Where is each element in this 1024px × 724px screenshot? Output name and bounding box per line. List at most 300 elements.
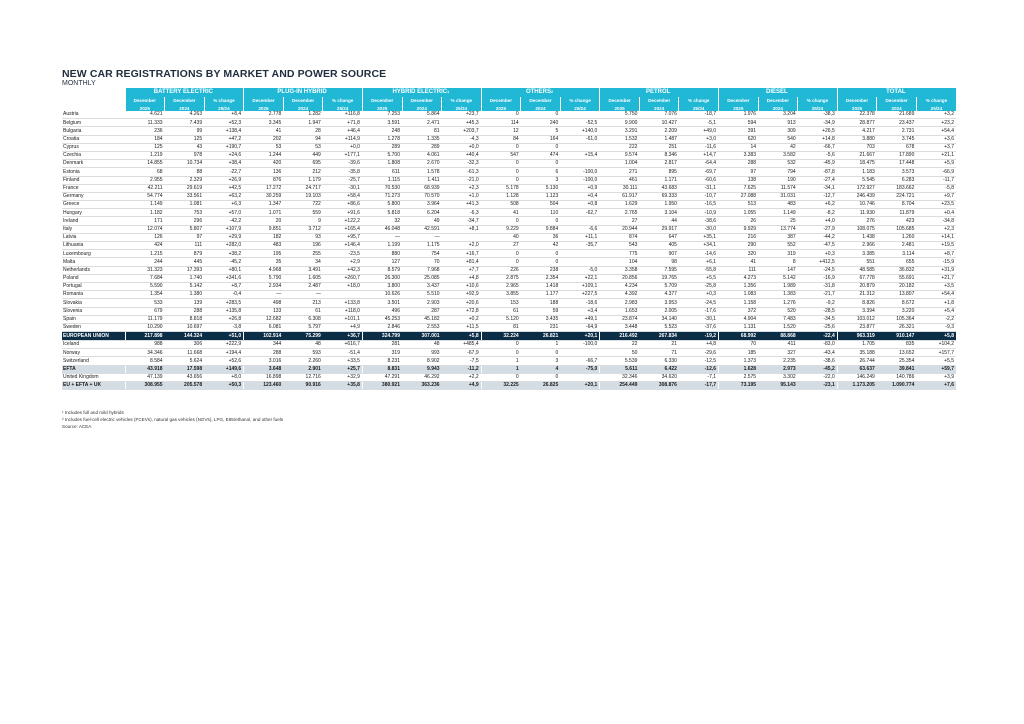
value-cell: 2.817 <box>639 160 679 168</box>
value-cell: 288 <box>165 307 205 315</box>
value-cell: +0,0 <box>323 143 363 151</box>
table-row <box>62 135 956 143</box>
value-cell: 17.890 <box>877 151 917 159</box>
value-cell: +38,4 <box>204 160 244 168</box>
value-cell: 296 <box>165 217 205 225</box>
value-cell: -11,6 <box>679 143 719 151</box>
value-cell: 6.283 <box>877 176 917 184</box>
column-header: December <box>244 97 284 105</box>
group-header <box>481 88 600 97</box>
value-cell: +8,0 <box>204 373 244 381</box>
table-row <box>62 266 956 274</box>
country-name: Slovakia <box>62 299 125 307</box>
value-cell: 1.199 <box>362 242 402 250</box>
value-cell: 111 <box>165 242 205 250</box>
value-cell: 281 <box>362 341 402 349</box>
value-cell: -24,5 <box>679 299 719 307</box>
value-cell: 1.705 <box>837 341 877 349</box>
value-cell: -52,5 <box>560 119 600 127</box>
value-cell: 5.709 <box>639 282 679 290</box>
value-cell: +92,9 <box>442 291 482 299</box>
table-row <box>62 217 956 225</box>
column-header: December <box>402 97 442 105</box>
value-cell: +138,4 <box>204 127 244 135</box>
value-cell: +86,6 <box>323 201 363 209</box>
value-cell: -18,7 <box>679 111 719 119</box>
value-cell: 3.953 <box>639 299 679 307</box>
value-cell: 308.876 <box>639 382 679 390</box>
value-cell: 17.272 <box>244 184 284 192</box>
value-cell: 1.532 <box>600 135 640 143</box>
value-cell: 202 <box>244 135 284 143</box>
value-cell: 910.147 <box>877 332 917 341</box>
value-cell: 231 <box>521 323 561 331</box>
value-cell: +227,5 <box>560 291 600 299</box>
value-cell: -14,6 <box>679 250 719 258</box>
value-cell: 42 <box>758 143 798 151</box>
value-cell: +3,4 <box>560 307 600 315</box>
value-cell: 1.171 <box>639 176 679 184</box>
value-cell: -30,0 <box>679 225 719 233</box>
value-cell: 3.648 <box>244 365 284 373</box>
value-cell: 551 <box>837 258 877 266</box>
value-cell: 1.158 <box>719 299 759 307</box>
value-cell: 2.846 <box>362 323 402 331</box>
value-cell: 7.625 <box>719 184 759 192</box>
value-cell: 1.276 <box>758 299 798 307</box>
value-cell: -11,7 <box>916 176 956 184</box>
value-cell: +57,0 <box>204 209 244 217</box>
value-cell: 48 <box>283 341 323 349</box>
value-cell: 1.520 <box>758 323 798 331</box>
value-cell: 520 <box>758 307 798 315</box>
value-cell: 1.173.205 <box>837 382 877 390</box>
value-cell: -34,1 <box>798 184 838 192</box>
value-cell: 41 <box>244 127 284 135</box>
value-cell: 3.104 <box>639 209 679 217</box>
value-cell: +38,2 <box>204 250 244 258</box>
value-cell: +5,8 <box>916 332 956 341</box>
value-cell: +52,3 <box>204 119 244 127</box>
value-cell: 3 <box>521 357 561 365</box>
value-cell: 363.236 <box>402 382 442 390</box>
value-cell: +5,9 <box>916 160 956 168</box>
value-cell: 45.253 <box>362 315 402 323</box>
value-cell: 4.968 <box>244 266 284 274</box>
value-cell: 11.930 <box>837 209 877 217</box>
value-cell: +412,5 <box>798 258 838 266</box>
country-name: EFTA <box>62 365 125 373</box>
value-cell: 1.219 <box>125 151 165 159</box>
column-header: December <box>837 97 877 105</box>
value-cell: +2,0 <box>442 242 482 250</box>
value-cell: 98 <box>639 258 679 266</box>
value-cell: 12.682 <box>244 315 284 323</box>
value-cell: 4.392 <box>600 291 640 299</box>
value-cell: +19,5 <box>916 242 956 250</box>
value-cell: 1.628 <box>719 365 759 373</box>
value-cell: 95.143 <box>758 382 798 390</box>
value-cell: 68.939 <box>402 184 442 192</box>
value-cell: 70 <box>402 258 442 266</box>
column-header: December <box>719 97 759 105</box>
footnote-2: ² Includes fuel-cell electric vehicles (FCEVs), natural gas vehicles (NGVs), LPG, E85/ethanol, and other fuels <box>62 417 284 423</box>
value-cell: +0,4 <box>916 209 956 217</box>
value-cell: 3.204 <box>758 111 798 119</box>
value-cell: 27.088 <box>719 192 759 200</box>
value-cell: -100,0 <box>560 168 600 176</box>
value-cell: 7.483 <box>758 315 798 323</box>
value-cell: 7.439 <box>165 119 205 127</box>
value-cell: 1.123 <box>521 192 561 200</box>
value-cell <box>560 217 600 225</box>
value-cell: +95,7 <box>323 233 363 241</box>
value-cell: +157,7 <box>916 349 956 357</box>
column-header: December <box>283 97 323 105</box>
value-cell: 0 <box>521 349 561 357</box>
value-cell: -23,5 <box>323 250 363 258</box>
value-cell: 0 <box>481 217 521 225</box>
country-name: United Kingdom <box>62 373 125 381</box>
value-cell: 184 <box>125 135 165 143</box>
value-cell: 483 <box>758 201 798 209</box>
value-cell: +35,1 <box>679 233 719 241</box>
value-cell: 5.807 <box>165 225 205 233</box>
year-header: 2025 <box>600 105 640 111</box>
value-cell: +45,3 <box>442 119 482 127</box>
group-label: HYBRID ELECTRIC <box>392 89 448 96</box>
value-cell: 13.652 <box>877 349 917 357</box>
value-cell: 19.103 <box>283 192 323 200</box>
value-cell: 68 <box>125 168 165 176</box>
value-cell: — <box>402 233 442 241</box>
value-cell: +5,4 <box>916 307 956 315</box>
value-cell: 63.637 <box>837 365 877 373</box>
value-cell: 0 <box>521 373 561 381</box>
value-cell: 23.874 <box>600 315 640 323</box>
value-cell: 445 <box>165 258 205 266</box>
value-cell: 344 <box>244 341 284 349</box>
value-cell: 1.808 <box>362 160 402 168</box>
value-cell: 49 <box>402 217 442 225</box>
group-label: PETROL <box>646 89 671 96</box>
value-cell: -51,4 <box>323 349 363 357</box>
value-cell: +14,1 <box>916 233 956 241</box>
table-row <box>62 168 956 176</box>
value-cell: 11.574 <box>758 184 798 192</box>
value-cell: 895 <box>639 168 679 176</box>
value-cell: 391 <box>719 127 759 135</box>
value-cell: 879 <box>165 250 205 258</box>
value-cell: 2.765 <box>600 209 640 217</box>
value-cell: 1.605 <box>283 274 323 282</box>
value-cell: +616,7 <box>323 341 363 349</box>
value-cell: 2.955 <box>125 176 165 184</box>
value-cell: -2,2 <box>916 315 956 323</box>
year-header: 2025 <box>481 105 521 111</box>
value-cell: +1,8 <box>916 299 956 307</box>
group-header <box>600 88 719 97</box>
value-cell: 133 <box>244 307 284 315</box>
value-cell: 185 <box>719 349 759 357</box>
value-cell: 71 <box>639 349 679 357</box>
value-cell: 1 <box>481 365 521 373</box>
value-cell: 110 <box>521 209 561 217</box>
value-cell: 30.259 <box>244 192 284 200</box>
country-name: France <box>62 184 125 192</box>
value-cell: 1.950 <box>639 201 679 209</box>
value-cell: 289 <box>402 143 442 151</box>
value-cell: 34.620 <box>639 373 679 381</box>
value-cell: 794 <box>758 168 798 176</box>
value-cell: 1.215 <box>125 250 165 258</box>
year-header: 2025 <box>125 105 165 111</box>
efta-total-row <box>62 365 956 373</box>
value-cell: -12,7 <box>798 192 838 200</box>
value-cell: 267.834 <box>639 332 679 341</box>
value-cell: +9,7 <box>916 192 956 200</box>
value-cell <box>560 349 600 357</box>
value-cell: 3.220 <box>877 307 917 315</box>
value-cell: 1.653 <box>600 307 640 315</box>
value-cell: 0 <box>481 373 521 381</box>
country-name: Hungary <box>62 209 125 217</box>
value-cell: -34,8 <box>916 217 956 225</box>
value-cell: 552 <box>758 242 798 250</box>
value-cell: 127 <box>362 258 402 266</box>
registrations-table <box>62 88 956 390</box>
value-cell: 4 <box>521 365 561 373</box>
value-cell: 236 <box>125 127 165 135</box>
value-cell: +146,4 <box>323 242 363 250</box>
country-name: Finland <box>62 176 125 184</box>
value-cell: 125 <box>165 135 205 143</box>
value-cell: 753 <box>165 209 205 217</box>
country-name: Ireland <box>62 217 125 225</box>
value-cell: -67,9 <box>442 349 482 357</box>
value-cell: 36.832 <box>877 266 917 274</box>
country-name: Denmark <box>62 160 125 168</box>
value-cell: 70.530 <box>362 184 402 192</box>
value-cell: 0 <box>521 217 561 225</box>
value-cell: 20.182 <box>877 282 917 290</box>
value-cell: 59 <box>521 307 561 315</box>
value-cell: — <box>244 291 284 299</box>
value-cell: 102.914 <box>244 332 284 341</box>
value-cell: 1 <box>481 357 521 365</box>
value-cell: +2,9 <box>323 258 363 266</box>
value-cell: -10,7 <box>679 192 719 200</box>
value-cell: 41 <box>481 209 521 217</box>
value-cell: 97 <box>719 168 759 176</box>
value-cell: 8.818 <box>165 315 205 323</box>
year-header: 25/24 <box>679 105 719 111</box>
value-cell: -0,4 <box>204 291 244 299</box>
value-cell: 46.292 <box>402 373 442 381</box>
value-cell: -22,7 <box>204 168 244 176</box>
value-cell: +7,7 <box>442 266 482 274</box>
value-cell: 16.898 <box>244 373 284 381</box>
value-cell: 146.249 <box>837 373 877 381</box>
value-cell: 244 <box>125 258 165 266</box>
column-header: % change <box>798 97 838 105</box>
value-cell: 11.333 <box>125 119 165 127</box>
value-cell: 21 <box>639 341 679 349</box>
value-cell: 2.329 <box>165 176 205 184</box>
value-cell: 5.790 <box>244 274 284 282</box>
country-name: Bulgaria <box>62 127 125 135</box>
country-name: Malta <box>62 258 125 266</box>
table-row <box>62 341 956 349</box>
country-name: Iceland <box>62 341 125 349</box>
country-name: Portugal <box>62 282 125 290</box>
value-cell: 2.005 <box>639 307 679 315</box>
value-cell: 2.903 <box>402 299 442 307</box>
value-cell: 43.918 <box>125 365 165 373</box>
group-label: OTHERS <box>525 89 551 96</box>
value-cell: -61,0 <box>560 135 600 143</box>
value-cell: +260,7 <box>323 274 363 282</box>
value-cell: 9 <box>283 217 323 225</box>
value-cell: 251 <box>639 143 679 151</box>
value-cell: -38,6 <box>798 357 838 365</box>
value-cell: 308.955 <box>125 382 165 390</box>
value-cell: +26,8 <box>204 315 244 323</box>
group-header <box>244 88 363 97</box>
country-name: EU + EFTA + UK <box>62 382 125 390</box>
value-cell: 380.921 <box>362 382 402 390</box>
group-label: DIESEL <box>766 89 788 96</box>
value-cell: 2.487 <box>283 282 323 290</box>
value-cell: -35,8 <box>323 168 363 176</box>
value-cell: +0,2 <box>442 315 482 323</box>
value-cell: 722 <box>283 201 323 209</box>
value-cell: +49,0 <box>679 127 719 135</box>
value-cell: 1.354 <box>125 291 165 299</box>
value-cell: 703 <box>837 143 877 151</box>
value-cell <box>560 111 600 119</box>
eu-total-row <box>62 332 956 341</box>
value-cell: 35.188 <box>837 349 877 357</box>
value-cell: 22 <box>600 341 640 349</box>
value-cell: 6.308 <box>283 315 323 323</box>
value-cell: 8 <box>758 258 798 266</box>
value-cell: 1.947 <box>283 119 323 127</box>
value-cell: 2.983 <box>600 299 640 307</box>
year-header: 2024 <box>165 105 205 111</box>
table-row <box>62 201 956 209</box>
country-name: Belgium <box>62 119 125 127</box>
value-cell: 103.012 <box>837 315 877 323</box>
value-cell: 324.799 <box>362 332 402 341</box>
column-header: % change <box>916 97 956 105</box>
table-row <box>62 111 956 119</box>
value-cell: 309 <box>758 127 798 135</box>
value-cell: 19.765 <box>639 274 679 282</box>
value-cell: 0 <box>481 341 521 349</box>
value-cell: 126 <box>125 233 165 241</box>
value-cell: 53 <box>283 143 323 151</box>
value-cell: 978 <box>165 151 205 159</box>
value-cell: +16,7 <box>442 250 482 258</box>
country-name: Austria <box>62 111 125 119</box>
value-cell: 461 <box>600 176 640 184</box>
column-header: % change <box>442 97 482 105</box>
year-header: 2024 <box>639 105 679 111</box>
value-cell: +8,4 <box>204 111 244 119</box>
table-row <box>62 315 956 323</box>
value-cell: 11.179 <box>125 315 165 323</box>
value-cell: 10.697 <box>165 323 205 331</box>
year-header: 2025 <box>837 105 877 111</box>
value-cell: -7,5 <box>442 357 482 365</box>
value-cell: +11,5 <box>442 323 482 331</box>
value-cell: 5.797 <box>283 323 323 331</box>
value-cell: -25,6 <box>798 323 838 331</box>
value-cell: -30,1 <box>323 184 363 192</box>
value-cell: 14.855 <box>125 160 165 168</box>
value-cell: 8.579 <box>362 266 402 274</box>
value-cell: +20,6 <box>442 299 482 307</box>
column-header: December <box>758 97 798 105</box>
value-cell: 69.333 <box>639 192 679 200</box>
value-cell: -28,5 <box>798 307 838 315</box>
country-name: Italy <box>62 225 125 233</box>
group-header <box>719 88 838 97</box>
value-cell: 1.090.774 <box>877 382 917 390</box>
value-cell: 28 <box>283 127 323 135</box>
value-cell: 24.717 <box>283 184 323 192</box>
value-cell: 45.182 <box>402 315 442 323</box>
value-cell: 9.943 <box>402 365 442 373</box>
value-cell: +4,9 <box>323 323 363 331</box>
value-cell: 190 <box>758 176 798 184</box>
value-cell: +18,0 <box>323 282 363 290</box>
value-cell: 39.841 <box>877 365 917 373</box>
value-cell: +0,3 <box>798 250 838 258</box>
value-cell: 2.965 <box>481 282 521 290</box>
value-cell: +34,1 <box>679 242 719 250</box>
value-cell: +81,4 <box>442 258 482 266</box>
value-cell: +47,2 <box>204 135 244 143</box>
value-cell: 1.131 <box>719 323 759 331</box>
value-cell: 226 <box>481 266 521 274</box>
value-cell: 1.347 <box>244 201 284 209</box>
value-cell: 238 <box>521 266 561 274</box>
value-cell: 387 <box>758 233 798 241</box>
value-cell: -15,9 <box>916 258 956 266</box>
value-cell: 12.716 <box>283 373 323 381</box>
value-cell: -66,7 <box>560 357 600 365</box>
value-cell: -21,7 <box>798 291 838 299</box>
value-cell: 6 <box>521 168 561 176</box>
value-cell: 53 <box>244 143 284 151</box>
value-cell: 0 <box>481 250 521 258</box>
value-cell: +80,1 <box>204 266 244 274</box>
value-cell: 10.734 <box>165 160 205 168</box>
value-cell: -3,8 <box>204 323 244 331</box>
value-cell: 0 <box>521 111 561 119</box>
year-header: 2024 <box>877 105 917 111</box>
value-cell: 25.085 <box>402 274 442 282</box>
table-row <box>62 299 956 307</box>
value-cell: 496 <box>362 307 402 315</box>
value-cell: 963.319 <box>837 332 877 341</box>
value-cell: 5.750 <box>600 111 640 119</box>
value-cell: +3,6 <box>916 135 956 143</box>
table-row <box>62 323 956 331</box>
value-cell: 0 <box>481 258 521 266</box>
